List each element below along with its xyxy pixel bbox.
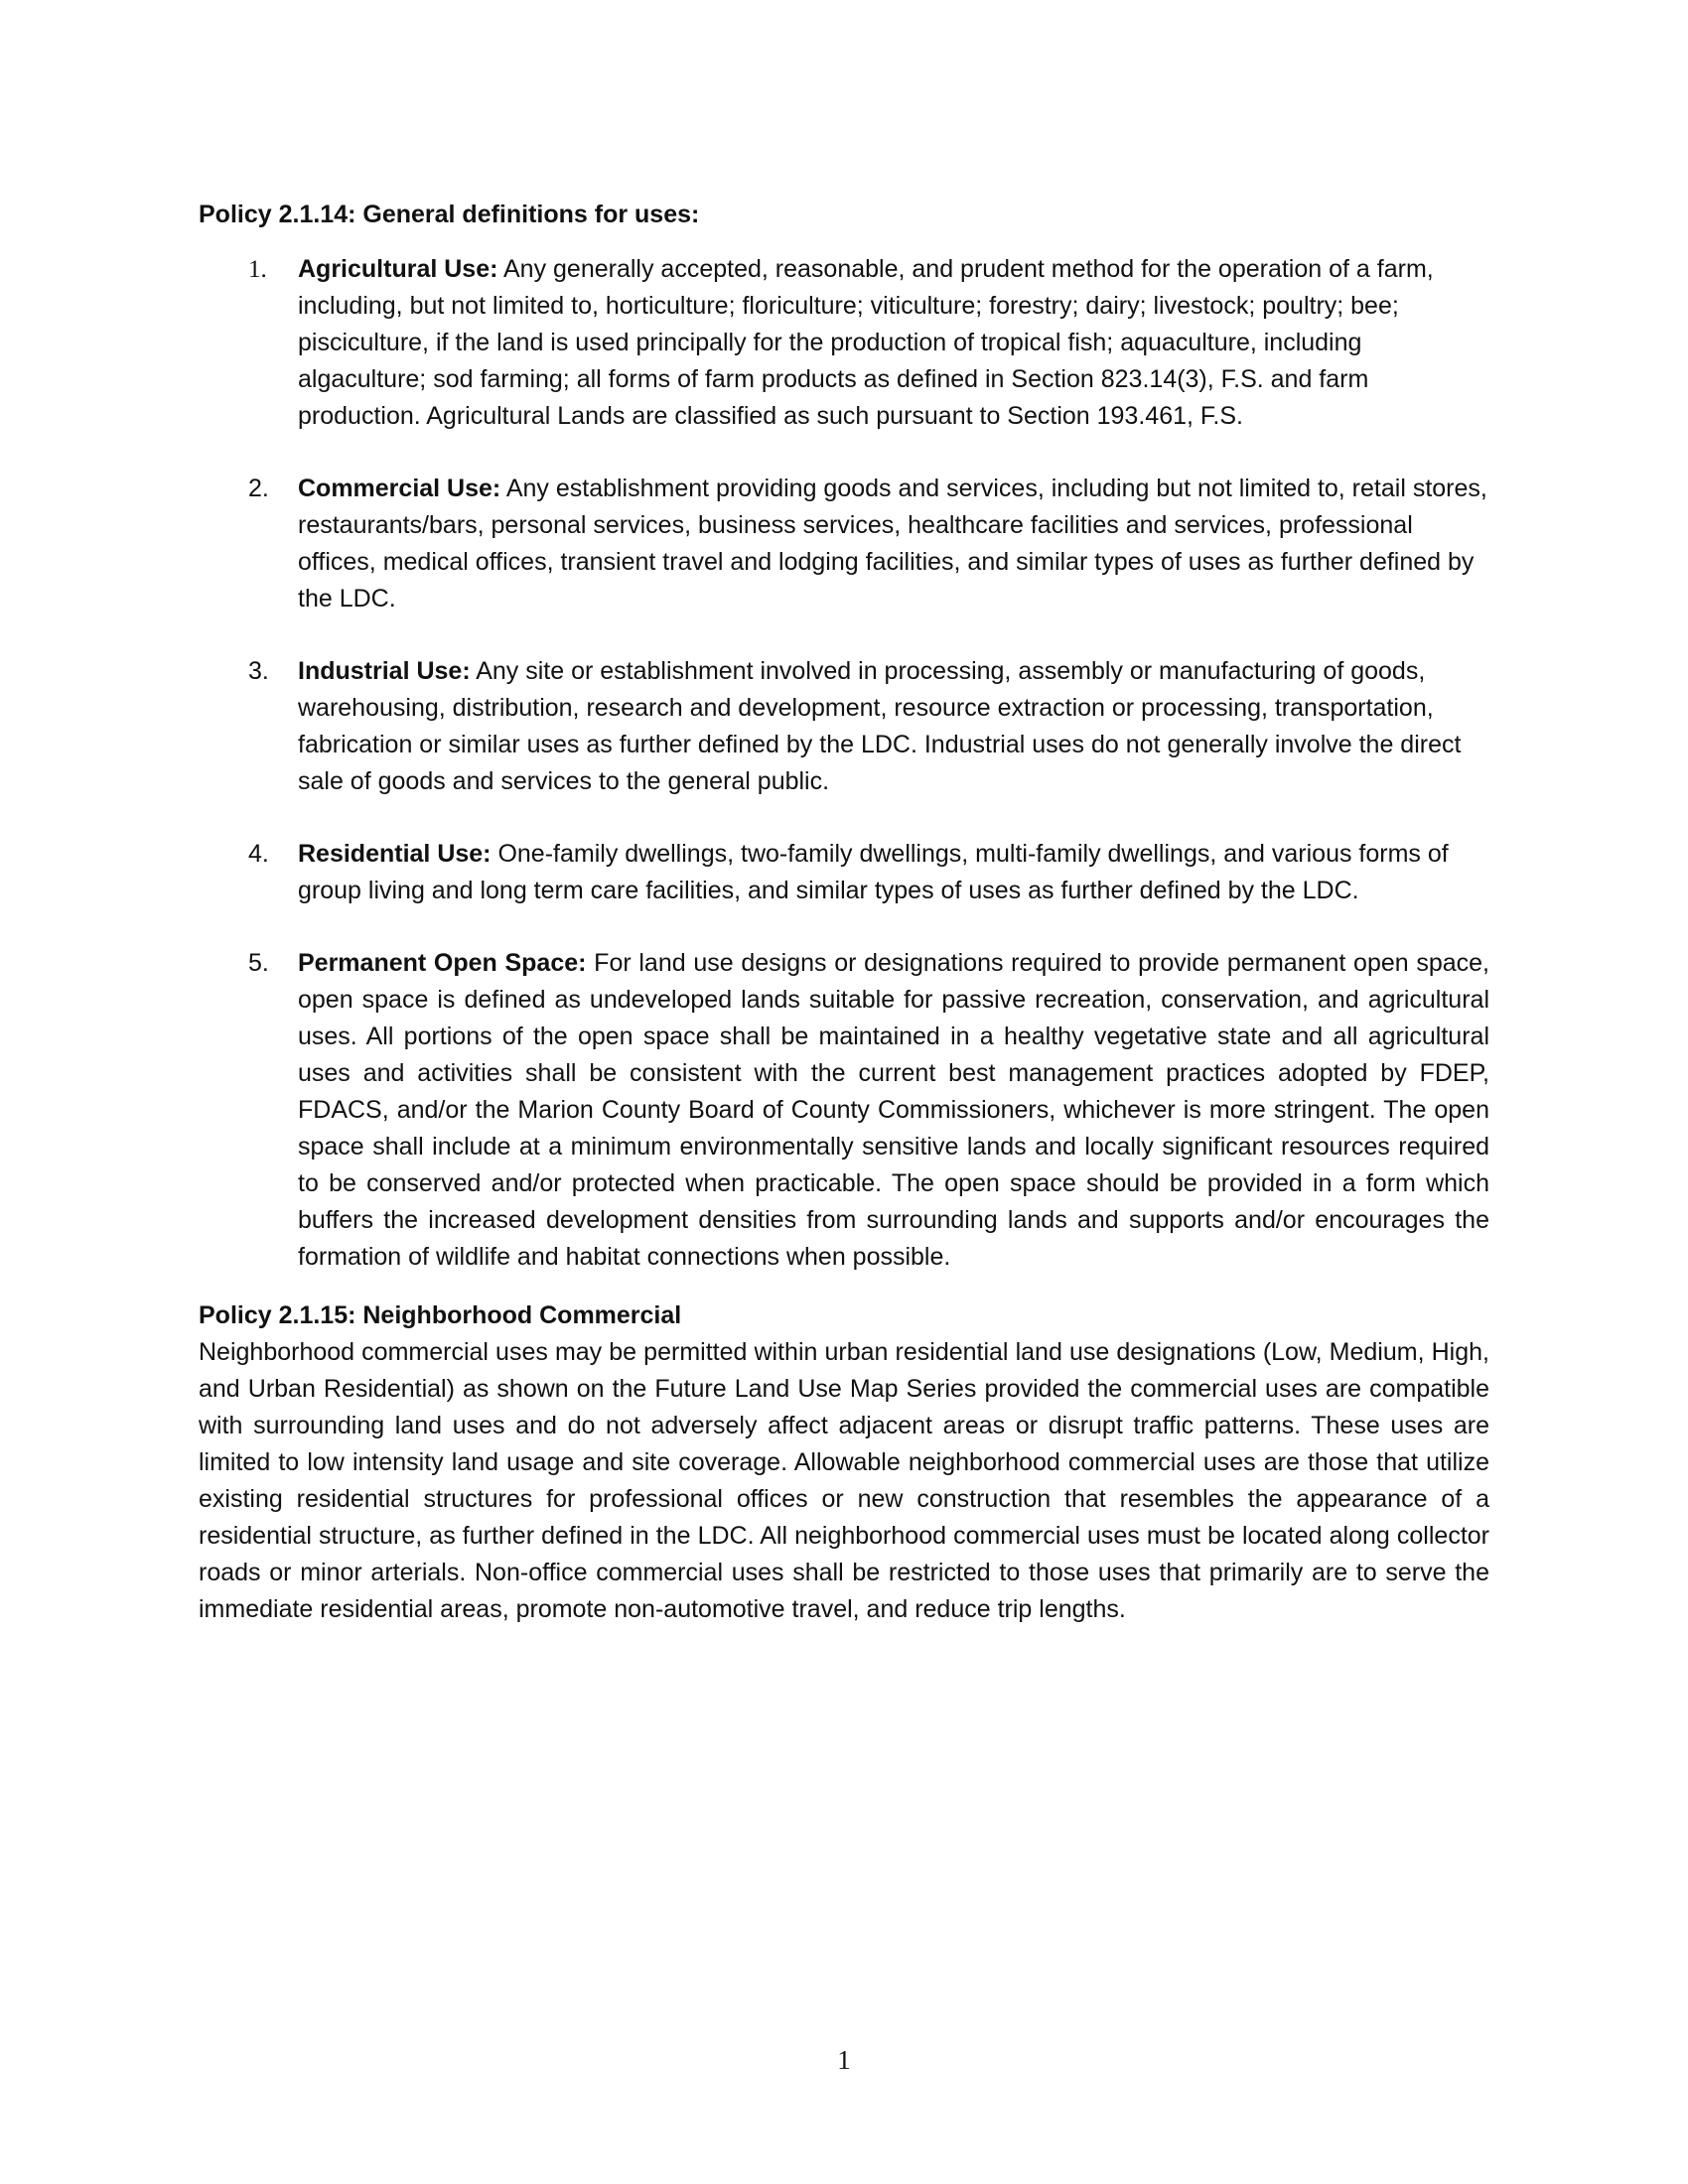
definition-residential-use: One-family dwellings, two-family dwellings, multi-family dwellings, and various forms of group living and long term care facilities, and similar types of uses as further defined by the LDC.	[298, 840, 1449, 904]
policy-2-1-15-heading: Policy 2.1.15: Neighborhood Commercial	[199, 1301, 682, 1329]
list-item-permanent-open-space	[199, 945, 1489, 1276]
list-item-body	[298, 471, 1489, 617]
list-item-body	[298, 945, 1489, 1276]
list-item-number: 1.	[248, 256, 267, 283]
policy-2-1-15-body: Neighborhood commercial uses may be permitted within urban residential land use designations (Low, Medium, High, and Urban Residential) as shown on the Future Land Use Map Series provided the commercial uses are compatible with surrounding land uses and do not adversely affect adjacent areas or disrupt traffic patterns. These uses are limited to low intensity land usage and site coverage. Allowable neighborhood commercial uses are those that utilize existing residential structures for professional offices or new construction that resembles the appearance of a residential structure, as further defined in the LDC. All neighborhood commercial uses must be located along collector roads or minor arterials. Non-office commercial uses shall be restricted to those uses that primarily are to serve the immediate residential areas, promote non-automotive travel, and reduce trip lengths.	[199, 1338, 1489, 1623]
list-item-number: 4.	[248, 840, 269, 868]
list-item-body	[298, 836, 1489, 909]
list-item-industrial-use	[199, 653, 1489, 800]
list-item-body	[298, 251, 1489, 435]
term-permanent-open-space: Permanent Open Space:	[298, 949, 587, 977]
term-commercial-use: Commercial Use:	[298, 475, 501, 502]
definition-permanent-open-space: For land use designs or designations required to provide permanent open space, open space is defined as undeveloped lands suitable for passive recreation, conservation, and agricultural uses. All portions of the open space shall be maintained in a healthy vegetative state and all agricultural uses and activities shall be consistent with the current best management practices adopted by FDEP, FDACS, and/or the Marion County Board of County Commissioners, whichever is more stringent. The open space shall include at a minimum environmentally sensitive lands and locally significant resources required to be conserved and/or protected when practicable. The open space should be provided in a form which buffers the increased development densities from surrounding lands and supports and/or encourages the formation of wildlife and habitat connections when possible.	[298, 949, 1490, 1271]
term-residential-use: Residential Use:	[298, 840, 492, 868]
policy-2-1-14-heading: Policy 2.1.14: General definitions for uses:	[199, 201, 700, 228]
list-item-residential-use	[199, 836, 1489, 909]
list-item-body	[298, 653, 1489, 800]
list-item-number: 2.	[248, 475, 269, 502]
list-item-agricultural-use	[199, 251, 1489, 435]
use-definitions-list	[199, 251, 1489, 1276]
page-number: 1	[837, 2045, 851, 2075]
term-industrial-use: Industrial Use:	[298, 657, 471, 685]
list-item-commercial-use	[199, 471, 1489, 617]
definition-agricultural-use: Any generally accepted, reasonable, and prudent method for the operation of a farm, including, but not limited to, horticulture; floriculture; viticulture; forestry; dairy; livestock; poultry; bee; pisciculture, if the land is used principally for the production of tropical fish; aquaculture, including algaculture; sod farming; all forms of farm products as defined in Section 823.14(3), F.S. and farm production. Agricultural Lands are classified as such pursuant to Section 193.461, F.S.	[298, 255, 1434, 430]
list-item-number: 5.	[248, 949, 269, 977]
document-content	[199, 197, 1489, 1628]
term-agricultural-use: Agricultural Use:	[298, 255, 498, 283]
definition-industrial-use: Any site or establishment involved in processing, assembly or manufacturing of goods, warehousing, distribution, research and development, resource extraction or processing, transportation, fabrication or similar uses as further defined by the LDC. Industrial uses do not generally involve the direct sale of goods and services to the general public.	[298, 657, 1462, 795]
definition-commercial-use: Any establishment providing goods and services, including but not limited to, retail stores, restaurants/bars, personal services, business services, healthcare facilities and services, professional offices, medical offices, transient travel and lodging facilities, and similar types of uses as further defined by the LDC.	[298, 475, 1487, 613]
list-item-number: 3.	[248, 657, 269, 685]
